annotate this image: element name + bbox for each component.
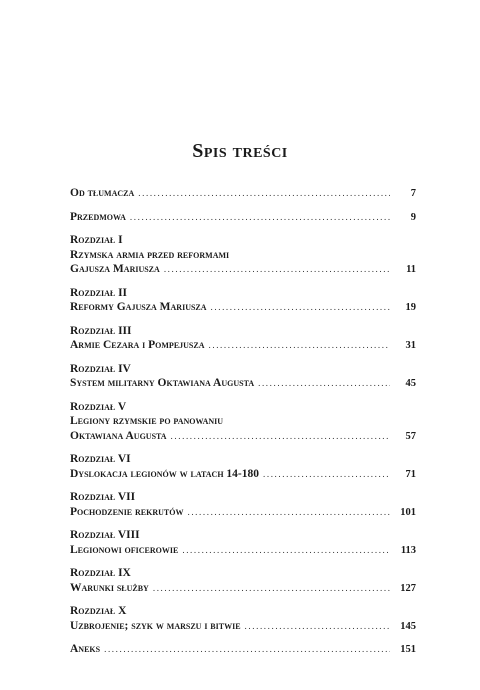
toc-entry-title: Aneks xyxy=(70,643,101,655)
toc-entry-chapter-label: Rozdział IV xyxy=(70,362,131,375)
toc-entry xyxy=(70,400,416,445)
toc-entry-title-line: Reformy Gajusza Mariusza xyxy=(70,301,207,313)
toc-entry-title: Przedmowa xyxy=(70,210,126,223)
toc-entry xyxy=(70,528,416,558)
toc-entry-last-line xyxy=(70,581,416,597)
toc-entry xyxy=(70,324,416,354)
dot-leader xyxy=(209,338,391,353)
toc-entry-page-number: 57 xyxy=(405,430,416,442)
dot-leader xyxy=(245,619,390,634)
dot-leader xyxy=(153,581,390,596)
toc-entry-page-number: 31 xyxy=(405,340,416,351)
toc-entry xyxy=(70,362,416,392)
toc-entry-last-line xyxy=(70,543,416,559)
dot-leader xyxy=(263,467,390,482)
page-title: Spis treści xyxy=(192,140,288,162)
toc-entry-page-number: 151 xyxy=(400,644,416,655)
toc-entry-title-line: Oktawiana Augusta xyxy=(70,429,167,442)
toc-entry-last-line xyxy=(70,186,416,202)
toc-entry-chapter-label: Rozdział II xyxy=(70,286,128,299)
toc-entry-title-line: Gajusza Mariusza xyxy=(70,263,160,275)
toc-entry xyxy=(70,286,416,316)
toc-entry xyxy=(70,604,416,634)
toc-entry-page-number: 101 xyxy=(400,506,416,518)
toc-entry-page-number: 71 xyxy=(405,468,416,480)
toc-entry-chapter-label: Rozdział VIII xyxy=(70,529,140,541)
toc-entry-title-line: Pochodzenie rekrutów xyxy=(70,505,184,518)
dot-leader xyxy=(138,186,390,201)
toc-entry-chapter-label: Rozdział VI xyxy=(70,453,131,465)
table-of-contents xyxy=(70,186,416,666)
toc-entry-page-number: 113 xyxy=(400,544,416,556)
dot-leader xyxy=(104,642,390,657)
toc-entry xyxy=(70,490,416,520)
toc-entry-chapter-label: Rozdział X xyxy=(70,605,127,617)
toc-entry-title: Od tłumacza xyxy=(70,187,135,199)
toc-entry-last-line xyxy=(70,300,416,316)
toc-entry-page-number: 45 xyxy=(405,378,416,389)
toc-entry-title-line: Rzymska armia przed reformami xyxy=(70,248,230,261)
toc-entry-page-number: 7 xyxy=(410,188,416,199)
toc-entry xyxy=(70,233,416,278)
toc-entry-chapter-label: Rozdział IX xyxy=(70,567,131,579)
toc-entry-chapter-label: Rozdział VII xyxy=(70,491,136,503)
toc-entry-chapter-label: Rozdział III xyxy=(70,324,132,337)
toc-entry-last-line xyxy=(70,210,416,226)
toc-entry xyxy=(70,186,416,202)
dot-leader xyxy=(187,505,390,520)
toc-entry-last-line xyxy=(70,338,416,354)
toc-entry-page-number: 145 xyxy=(400,620,416,632)
toc-entry-chapter-label: Rozdział V xyxy=(70,400,127,413)
toc-entry-title-line: Uzbrojenie; szyk w marszu i bitwie xyxy=(70,619,241,632)
toc-entry-title-line: Armie Cezara i Pompejusza xyxy=(70,339,205,351)
dot-leader xyxy=(258,376,390,391)
toc-entry-title-line: Dyslokacja legionów w latach 14-180 xyxy=(70,467,259,480)
toc-entry-title-line: Legiony rzymskie po panowaniu xyxy=(70,415,224,427)
toc-entry-last-line xyxy=(70,619,416,635)
toc-entry-page-number: 127 xyxy=(400,582,416,594)
toc-entry-page-number: 11 xyxy=(406,264,416,275)
toc-entry xyxy=(70,642,416,658)
toc-entry-title-line: Warunki służby xyxy=(70,581,149,594)
toc-entry-title-line: Legionowi oficerowie xyxy=(70,543,179,556)
toc-entry-last-line xyxy=(70,642,416,658)
toc-entry-last-line xyxy=(70,376,416,392)
toc-entry-last-line xyxy=(70,262,416,278)
toc-entry-page-number: 19 xyxy=(405,302,416,313)
toc-entry-title-line: System militarny Oktawiana Augusta xyxy=(70,377,255,389)
toc-entry xyxy=(70,452,416,482)
dot-leader xyxy=(211,300,390,315)
dot-leader xyxy=(171,429,390,444)
dot-leader xyxy=(164,262,390,277)
toc-entry-last-line xyxy=(70,467,416,483)
toc-entry xyxy=(70,210,416,226)
toc-entry-last-line xyxy=(70,429,416,445)
toc-entry-last-line xyxy=(70,505,416,521)
dot-leader xyxy=(130,210,390,225)
toc-entry-page-number: 9 xyxy=(410,211,416,223)
toc-entry xyxy=(70,566,416,596)
dot-leader xyxy=(182,543,390,558)
toc-entry-chapter-label: Rozdział I xyxy=(70,234,123,246)
